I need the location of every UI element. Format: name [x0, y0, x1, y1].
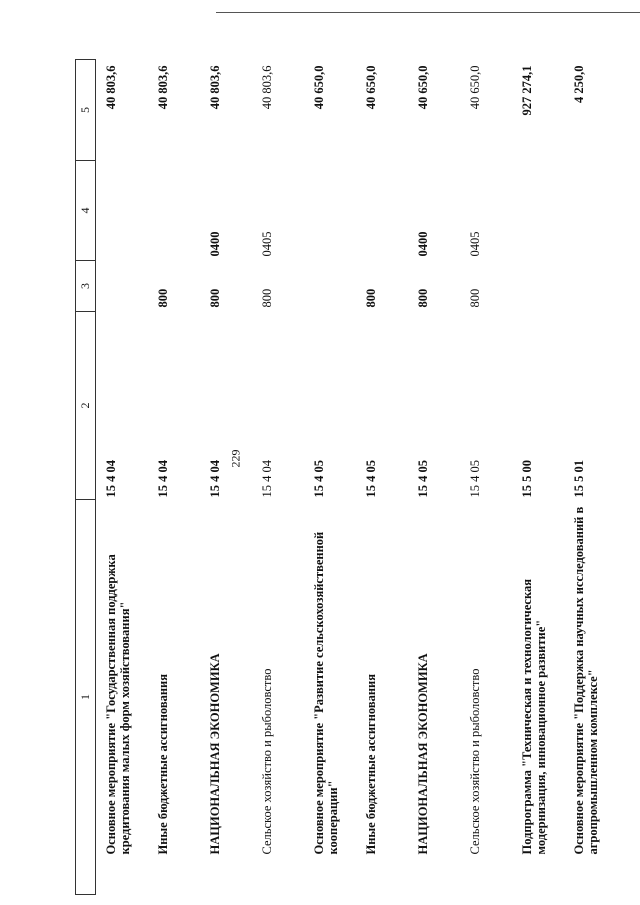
row-sum: 40 803,6: [156, 65, 170, 110]
row-vr: [564, 261, 616, 312]
header-col-5: 5: [76, 60, 96, 161]
rotated-table-area: [75, 60, 615, 895]
row-vr: 800: [416, 288, 430, 308]
row-sum: 40 650,0: [364, 65, 378, 110]
row-vr: [512, 261, 564, 312]
row-csr: 15 4 04: [104, 460, 118, 498]
row-vr: 800: [208, 288, 222, 308]
row-vr: 800: [364, 288, 378, 308]
table-row: [200, 60, 252, 895]
row-vr: 800: [156, 288, 170, 308]
table-row: [356, 60, 408, 895]
table-row: [252, 60, 304, 895]
row-vr: 800: [468, 288, 482, 308]
row-name: Сельское хозяйство и рыболовство: [260, 668, 274, 855]
row-name: Иные бюджетные ассигнования: [156, 673, 170, 855]
row-sum: 40 803,6: [208, 65, 222, 110]
row-name: Сельское хозяйство и рыболовство: [468, 668, 482, 855]
row-name: Иные бюджетные ассигнования: [364, 673, 378, 855]
header-col-3: 3: [76, 261, 96, 312]
page-number: 229: [228, 449, 243, 468]
table-row: [304, 60, 356, 895]
row-rz: 0405: [468, 231, 482, 257]
header-col-1: 1: [76, 500, 96, 895]
row-rz: [512, 161, 564, 261]
row-rz: 0400: [416, 231, 430, 257]
row-csr: 15 5 01: [572, 460, 586, 498]
row-rz: [356, 161, 408, 261]
table-wrap: [75, 60, 615, 895]
table-row: [512, 60, 564, 895]
row-sum: 40 803,6: [260, 65, 274, 110]
row-sum: 40 650,0: [416, 65, 430, 110]
row-name: НАЦИОНАЛЬНАЯ ЭКОНОМИКА: [208, 653, 222, 855]
table-row: [408, 60, 460, 895]
header-col-2: 2: [76, 312, 96, 500]
row-csr: 15 4 05: [416, 460, 430, 498]
top-rule: [216, 12, 640, 13]
row-rz: [304, 161, 356, 261]
row-vr: 800: [260, 288, 274, 308]
row-csr: 15 4 04: [208, 460, 222, 498]
table-row: [564, 60, 616, 895]
row-sum: 40 650,0: [468, 65, 482, 110]
row-name: Основное мероприятие "Государственная поддержка кредитования малых форм хозяйствования": [104, 554, 132, 855]
row-sum: 4 250,0: [572, 65, 586, 103]
row-csr: 15 4 05: [364, 460, 378, 498]
table-body: [96, 60, 617, 895]
row-rz: 0400: [208, 231, 222, 257]
row-vr: [304, 261, 356, 312]
row-name: Подпрограмма "Техническая и технологическая модернизация, инновационное развитие": [520, 578, 548, 855]
row-rz: [148, 161, 200, 261]
header-col-4: 4: [76, 161, 96, 261]
row-name: Основное мероприятие "Поддержка научных исследований в агропромышленном комплексе": [572, 506, 600, 855]
row-name: Основное мероприятие "Развитие сельскохозяйственной кооперации": [312, 531, 340, 855]
row-csr: 15 4 04: [156, 460, 170, 498]
table-row: [96, 60, 149, 895]
row-sum: 927 274,1: [520, 65, 534, 116]
budget-table: [75, 59, 616, 895]
row-sum: 40 650,0: [312, 65, 326, 110]
row-csr: 15 5 00: [520, 460, 534, 498]
row-rz: 0405: [260, 231, 274, 257]
row-csr: 15 4 04: [260, 460, 274, 498]
row-name: НАЦИОНАЛЬНАЯ ЭКОНОМИКА: [416, 653, 430, 855]
row-vr: [96, 261, 149, 312]
row-rz: [564, 161, 616, 261]
row-sum: 40 803,6: [104, 65, 118, 110]
row-csr: 15 4 05: [312, 460, 326, 498]
header-row: [76, 60, 96, 895]
table-row: [148, 60, 200, 895]
row-csr: 15 4 05: [468, 460, 482, 498]
table-row: [460, 60, 512, 895]
row-rz: [96, 161, 149, 261]
